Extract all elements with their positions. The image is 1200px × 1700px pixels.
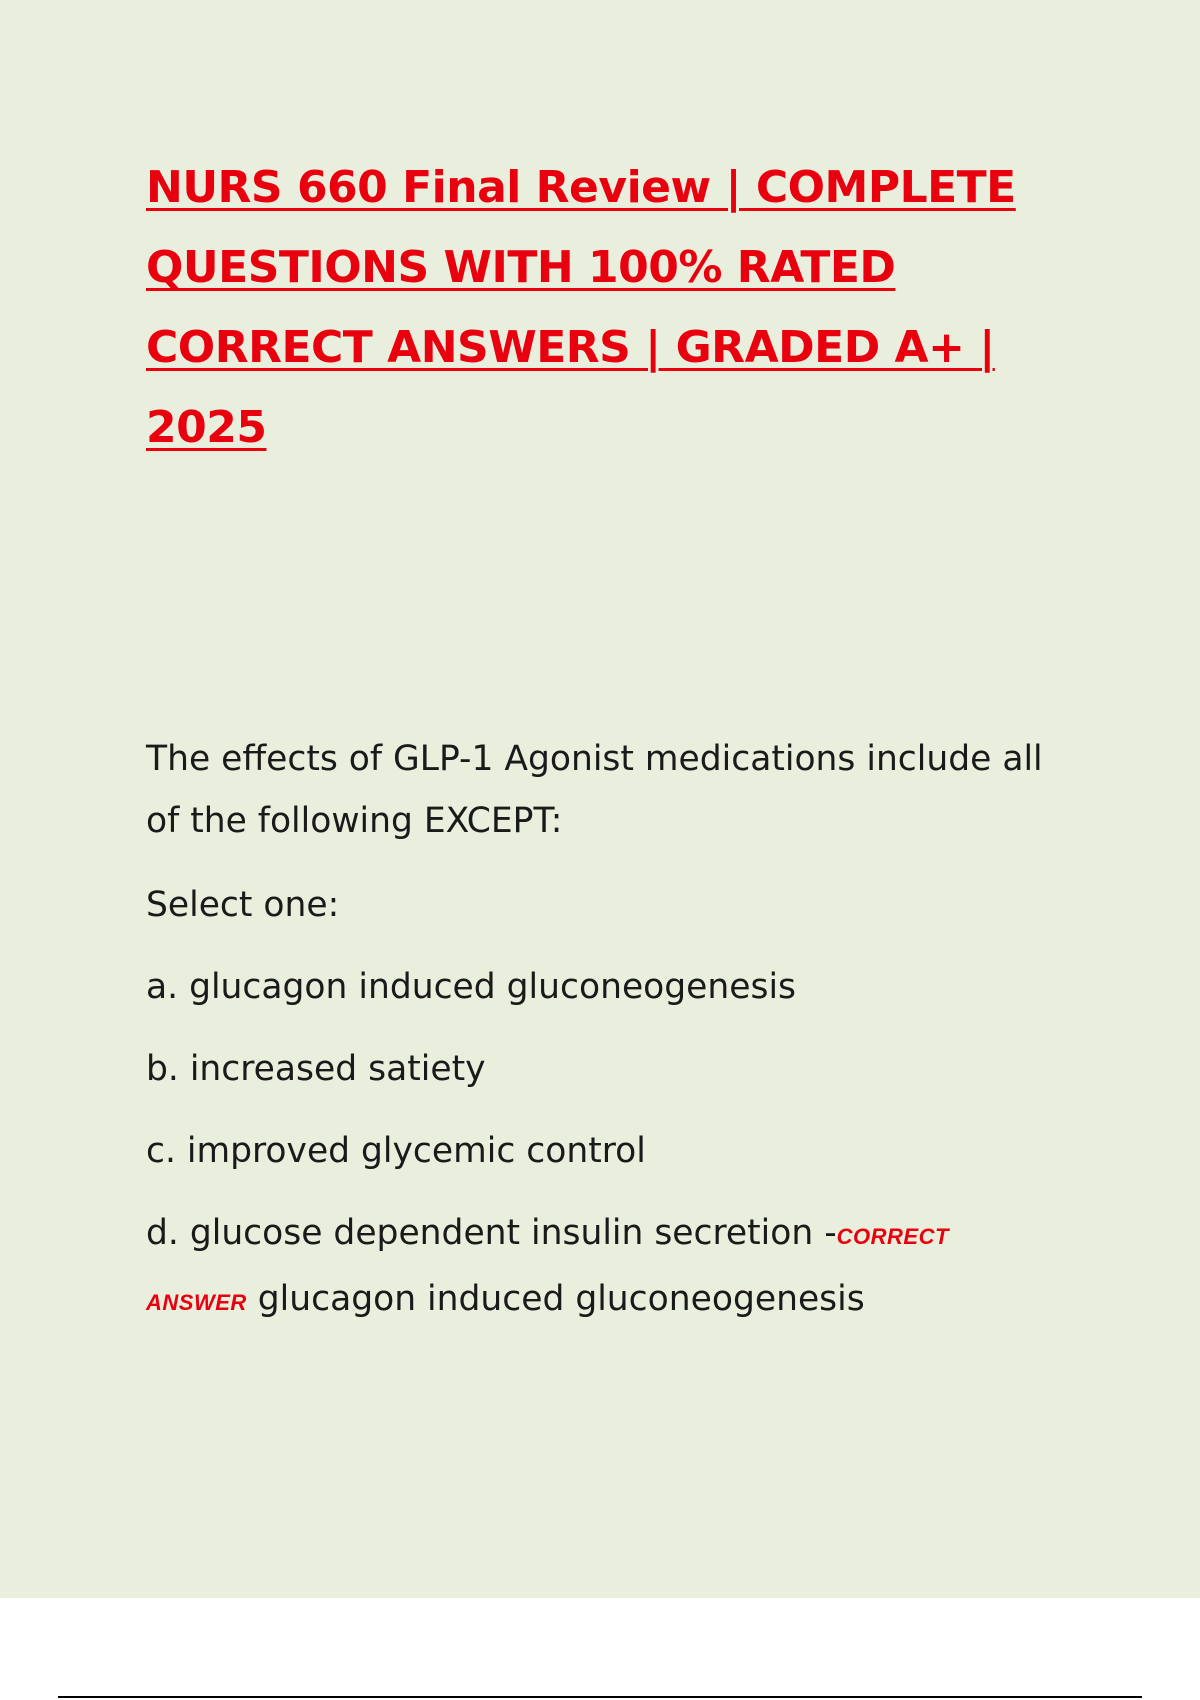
question-instruction: Select one: [146, 885, 340, 925]
option-d-line [146, 1202, 1096, 1268]
footer-divider [58, 1696, 1142, 1698]
title-line: NURS 660 Final Review | COMPLETE [146, 162, 1016, 213]
correct-answer-text: glucagon induced gluconeogenesis [257, 1279, 865, 1319]
document-title [146, 148, 1046, 468]
title-line: CORRECT ANSWERS | GRADED A+ | [146, 322, 995, 373]
correct-answer-label: ANSWER [146, 1290, 247, 1315]
question-stem-line: The effects of GLP-1 Agonist medications include all [146, 739, 1043, 779]
answer-line [146, 1268, 1096, 1334]
correct-answer-label: CORRECT [836, 1224, 949, 1249]
option-b: b. increased satiety [146, 1049, 486, 1089]
question-stem-line: of the following EXCEPT: [146, 801, 563, 841]
question-block [146, 728, 1096, 1334]
option-d: d. glucose dependent insulin secretion - [146, 1213, 837, 1253]
title-line: 2025 [146, 402, 267, 453]
title-line: QUESTIONS WITH 100% RATED [146, 242, 896, 293]
option-c: c. improved glycemic control [146, 1131, 646, 1171]
option-a: a. glucagon induced gluconeogenesis [146, 967, 797, 1007]
